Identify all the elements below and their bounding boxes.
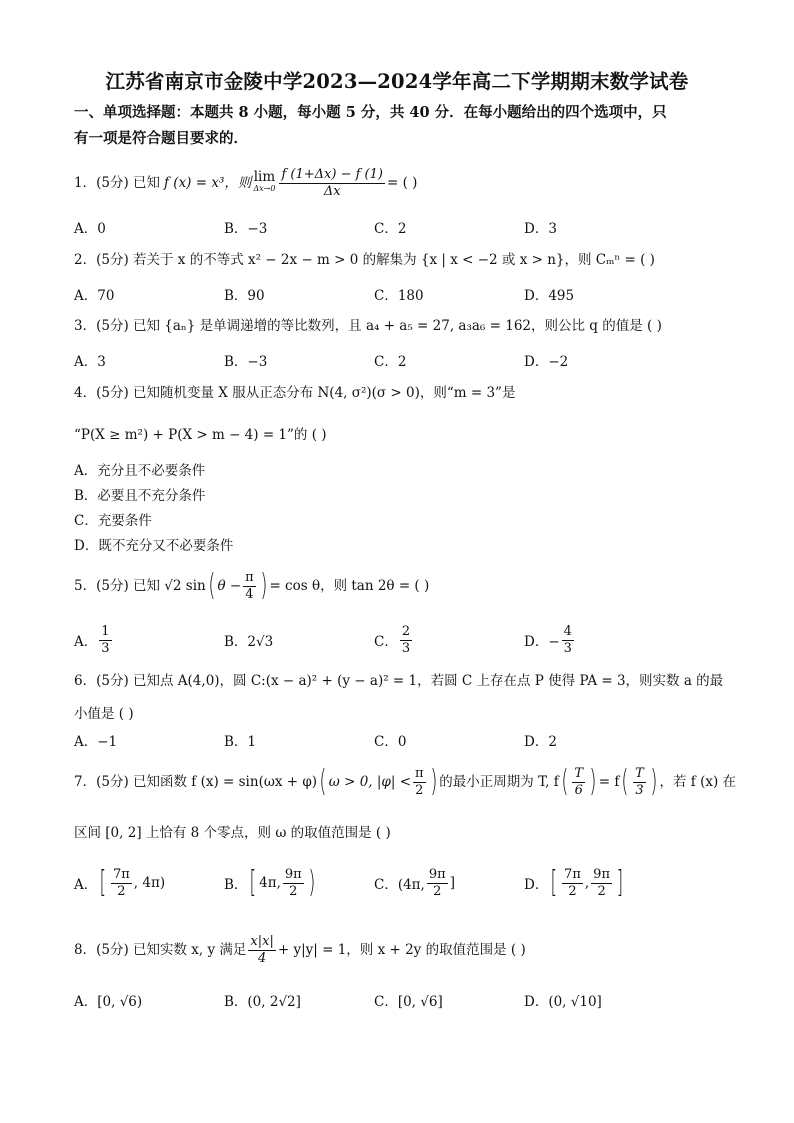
q7-t1-frac (572, 766, 585, 799)
q7-t2-lparen: ( (621, 764, 629, 799)
q7-opt-c-tail: ] (449, 875, 455, 891)
q1-option-b[interactable]: B．−3 (224, 221, 268, 237)
q5-option-c[interactable] (374, 625, 414, 655)
section-heading-line1: 一、单项选择题：本题共 8 小题，每小题 5 分，共 40 分．在每小题给出的四个选项中，只 (74, 104, 667, 121)
q7-opt-d-num2: 9π (593, 866, 610, 882)
q7-opt-b-lead: 4π, (259, 875, 281, 891)
q5-stem-b: = cos θ，则 tan 2θ = ( ) (269, 578, 430, 594)
q7-opt-d-comma: , (584, 875, 590, 891)
question-6-line2: 小值是 ( ) (74, 706, 134, 722)
q7-t1-lparen: ( (561, 764, 569, 799)
q5-opt-d-label: D．− (524, 634, 560, 650)
q2-option-d[interactable]: D．495 (524, 288, 575, 304)
q1-frac-num: f (1+Δx) − f (1) (281, 166, 383, 182)
q3-option-d[interactable]: D．−2 (524, 354, 569, 370)
q1-frac-den: Δx (323, 183, 341, 199)
q5-paren-lead: θ − (217, 578, 242, 594)
q7-options (74, 865, 734, 904)
q7-t1-den: 6 (574, 782, 583, 798)
q5-opt-c-den: 3 (401, 640, 411, 656)
q1-fraction (279, 167, 385, 200)
q7-opt-b-frac (283, 867, 304, 900)
question-6-line1: 6．(5分) 已知点 A(4,0)，圆 C:(x − a)² + (y − a)² = 1，若圆 C 上存在点 P 使得 PA = 3，则实数 a 的最 (74, 673, 724, 689)
q7-t2-rparen: ) (650, 764, 658, 799)
q6-option-d[interactable]: D．2 (524, 734, 557, 750)
q4-option-c[interactable]: C．充要条件 (74, 513, 152, 529)
q8-option-a[interactable]: A．[0, √6) (74, 994, 143, 1010)
q7-t2-num: T (635, 765, 644, 781)
q5-opt-a-den: 3 (101, 640, 110, 656)
q7-opt-d-den1: 2 (568, 883, 577, 899)
q8-frac-den: 4 (258, 950, 267, 966)
q7-option-a[interactable] (74, 865, 166, 900)
q7-opt-c-frac (427, 867, 448, 900)
q3-option-b[interactable]: B．−3 (224, 354, 268, 370)
q7-opt-d-lbracket: [ (550, 865, 558, 900)
q6-options (74, 725, 734, 755)
q7-opt-b-den: 2 (289, 883, 298, 899)
q7-opt-a-tail: , 4π) (133, 875, 166, 891)
q7-option-c[interactable] (374, 868, 455, 898)
q7-opt-a-frac (111, 867, 132, 900)
q5-option-a[interactable] (74, 625, 114, 655)
q7-opt-a-lbracket: [ (99, 865, 107, 900)
q7-opt-d-label: D． (524, 877, 549, 893)
q7-cond-num: π (415, 765, 424, 781)
q7-stem-d: ，若 f (x) 在 (659, 774, 737, 790)
question-5 (74, 566, 734, 606)
q5-opt-d-den: 3 (563, 640, 572, 656)
q5-opt-a-frac (99, 624, 111, 657)
q7-opt-b-lbracket: [ (250, 865, 257, 900)
q5-left-paren: ( (208, 568, 216, 603)
q5-option-d[interactable] (524, 625, 576, 655)
q7-opt-d-frac2 (591, 867, 612, 900)
q7-opt-a-den: 2 (117, 883, 126, 899)
q2-option-b[interactable]: B．90 (224, 288, 265, 304)
q7-opt-b-label: B． (224, 877, 248, 893)
q5-stem-a: 5．(5分) 已知 √2 sin (74, 578, 206, 594)
q7-opt-d-num1: 7π (564, 866, 581, 882)
question-7-line2: 区间 [0, 2] 上恰有 8 个零点，则 ω 的取值范围是 ( ) (74, 825, 391, 841)
q2-option-c[interactable]: C．180 (374, 288, 424, 304)
q5-pi-den: 4 (245, 586, 254, 602)
q4-option-a[interactable]: A．充分且不必要条件 (74, 463, 206, 479)
q2-option-a[interactable]: A．70 (74, 288, 115, 304)
q7-option-b[interactable] (224, 865, 317, 900)
q1-options (74, 212, 734, 242)
q7-cond-den: 2 (415, 782, 424, 798)
q7-t2-frac (633, 766, 646, 799)
q8-option-d[interactable]: D．(0, √10] (524, 994, 602, 1010)
q7-opt-b-num: 9π (284, 866, 302, 882)
q5-right-paren: ) (260, 568, 268, 603)
q5-opt-a-label: A． (74, 634, 98, 650)
q7-opt-c-den: 2 (433, 883, 442, 899)
q3-option-a[interactable]: A．3 (74, 354, 106, 370)
question-1 (74, 165, 734, 201)
q6-option-a[interactable]: A．−1 (74, 734, 118, 750)
q7-stem-c: = f (598, 774, 620, 790)
q7-opt-c-num: 9π (428, 866, 446, 882)
q7-opt-a-label: A． (74, 877, 98, 893)
q8-stem-a: 8．(5分) 已知实数 x, y 满足 (74, 942, 247, 958)
q1-option-d[interactable]: D．3 (524, 221, 557, 237)
q8-fraction (248, 934, 275, 967)
q5-pi-over-4 (243, 570, 256, 603)
q7-cond-lparen: ( (319, 764, 327, 799)
question-3: 3．(5分) 已知 {aₙ} 是单调递增的等比数列，且 a₄ + a₅ = 27, a₃a₆ = 162，则公比 q 的值是 ( ) (74, 318, 662, 334)
q1-stem-b: = ( ) (386, 175, 418, 191)
q1-stem-a: f (x) = x³，则 (164, 175, 252, 191)
q7-stem-a: 7．(5分) 已知函数 f (x) = sin(ωx + φ) (74, 774, 318, 790)
question-2: 2．(5分) 若关于 x 的不等式 x² − 2x − m > 0 的解集为 {x | x < −2 或 x > n}，则 Cₘⁿ = ( ) (74, 252, 655, 268)
q4-option-b[interactable]: B．必要且不充分条件 (74, 488, 206, 504)
question-8 (74, 930, 734, 970)
q7-cond-a: ω > 0, |φ| < (328, 774, 412, 790)
q6-option-b[interactable]: B．1 (224, 734, 257, 750)
q1-option-a[interactable]: A．0 (74, 221, 106, 237)
question-4-line1: 4．(5分) 已知随机变量 X 服从正态分布 N(4, σ²)(σ > 0)，则“m = 3”是 (74, 385, 516, 401)
q7-opt-d-den2: 2 (597, 883, 606, 899)
q8-option-c[interactable]: C．[0, √6] (374, 994, 443, 1010)
q1-lim-sub: Δx→0 (253, 184, 276, 193)
q1-number: 1．(5分) 已知 (74, 175, 161, 191)
q7-opt-a-num: 7π (112, 866, 130, 882)
q7-t1-rparen: ) (589, 764, 597, 799)
q7-stem-b: 的最小正周期为 T, f (439, 774, 559, 790)
q7-cond-rparen: ) (429, 764, 437, 799)
q5-opt-c-num: 2 (401, 623, 411, 639)
q8-stem-b: + y|y| = 1，则 x + 2y 的取值范围是 ( ) (277, 942, 526, 958)
q1-lim-text: lim (253, 169, 276, 185)
q7-opt-c-label: C．(4π, (374, 877, 425, 893)
q3-option-c[interactable]: C．2 (374, 354, 407, 370)
q7-cond-frac (413, 766, 426, 799)
q8-frac-num: x|x| (250, 933, 274, 949)
q7-t2-den: 3 (635, 782, 644, 798)
q5-opt-d-frac (562, 624, 574, 657)
q5-opt-c-frac (400, 624, 412, 657)
exam-title: 江苏省南京市金陵中学2023—2024学年高二下学期期末数学试卷 (105, 70, 689, 93)
q8-options (74, 985, 734, 1015)
q5-option-b[interactable]: B．2√3 (224, 634, 274, 650)
q5-pi-num: π (245, 569, 254, 585)
q3-options (74, 345, 734, 375)
q1-limit (253, 169, 276, 194)
q1-option-c[interactable]: C．2 (374, 221, 407, 237)
q6-option-c[interactable]: C．0 (374, 734, 407, 750)
q7-opt-d-rbracket: ] (616, 865, 624, 900)
question-7-line1 (74, 762, 737, 802)
q7-opt-d-frac1 (562, 867, 583, 900)
q5-opt-d-num: 4 (563, 623, 572, 639)
q7-t1-num: T (574, 765, 584, 781)
question-4-line2: “P(X ≥ m²) + P(X > m − 4) = 1”的 ( ) (74, 427, 327, 443)
q5-opt-a-num: 1 (101, 623, 110, 639)
q2-options (74, 279, 734, 309)
q7-option-d[interactable] (524, 865, 626, 900)
section-heading-line2: 有一项是符合题目要求的． (74, 130, 248, 147)
q5-options (74, 625, 734, 659)
q5-opt-c-label: C． (374, 634, 398, 650)
q4-option-d[interactable]: D．既不充分又不必要条件 (74, 538, 234, 554)
q7-opt-b-rparen: ) (308, 865, 316, 900)
q8-option-b[interactable]: B．(0, 2√2] (224, 994, 301, 1010)
